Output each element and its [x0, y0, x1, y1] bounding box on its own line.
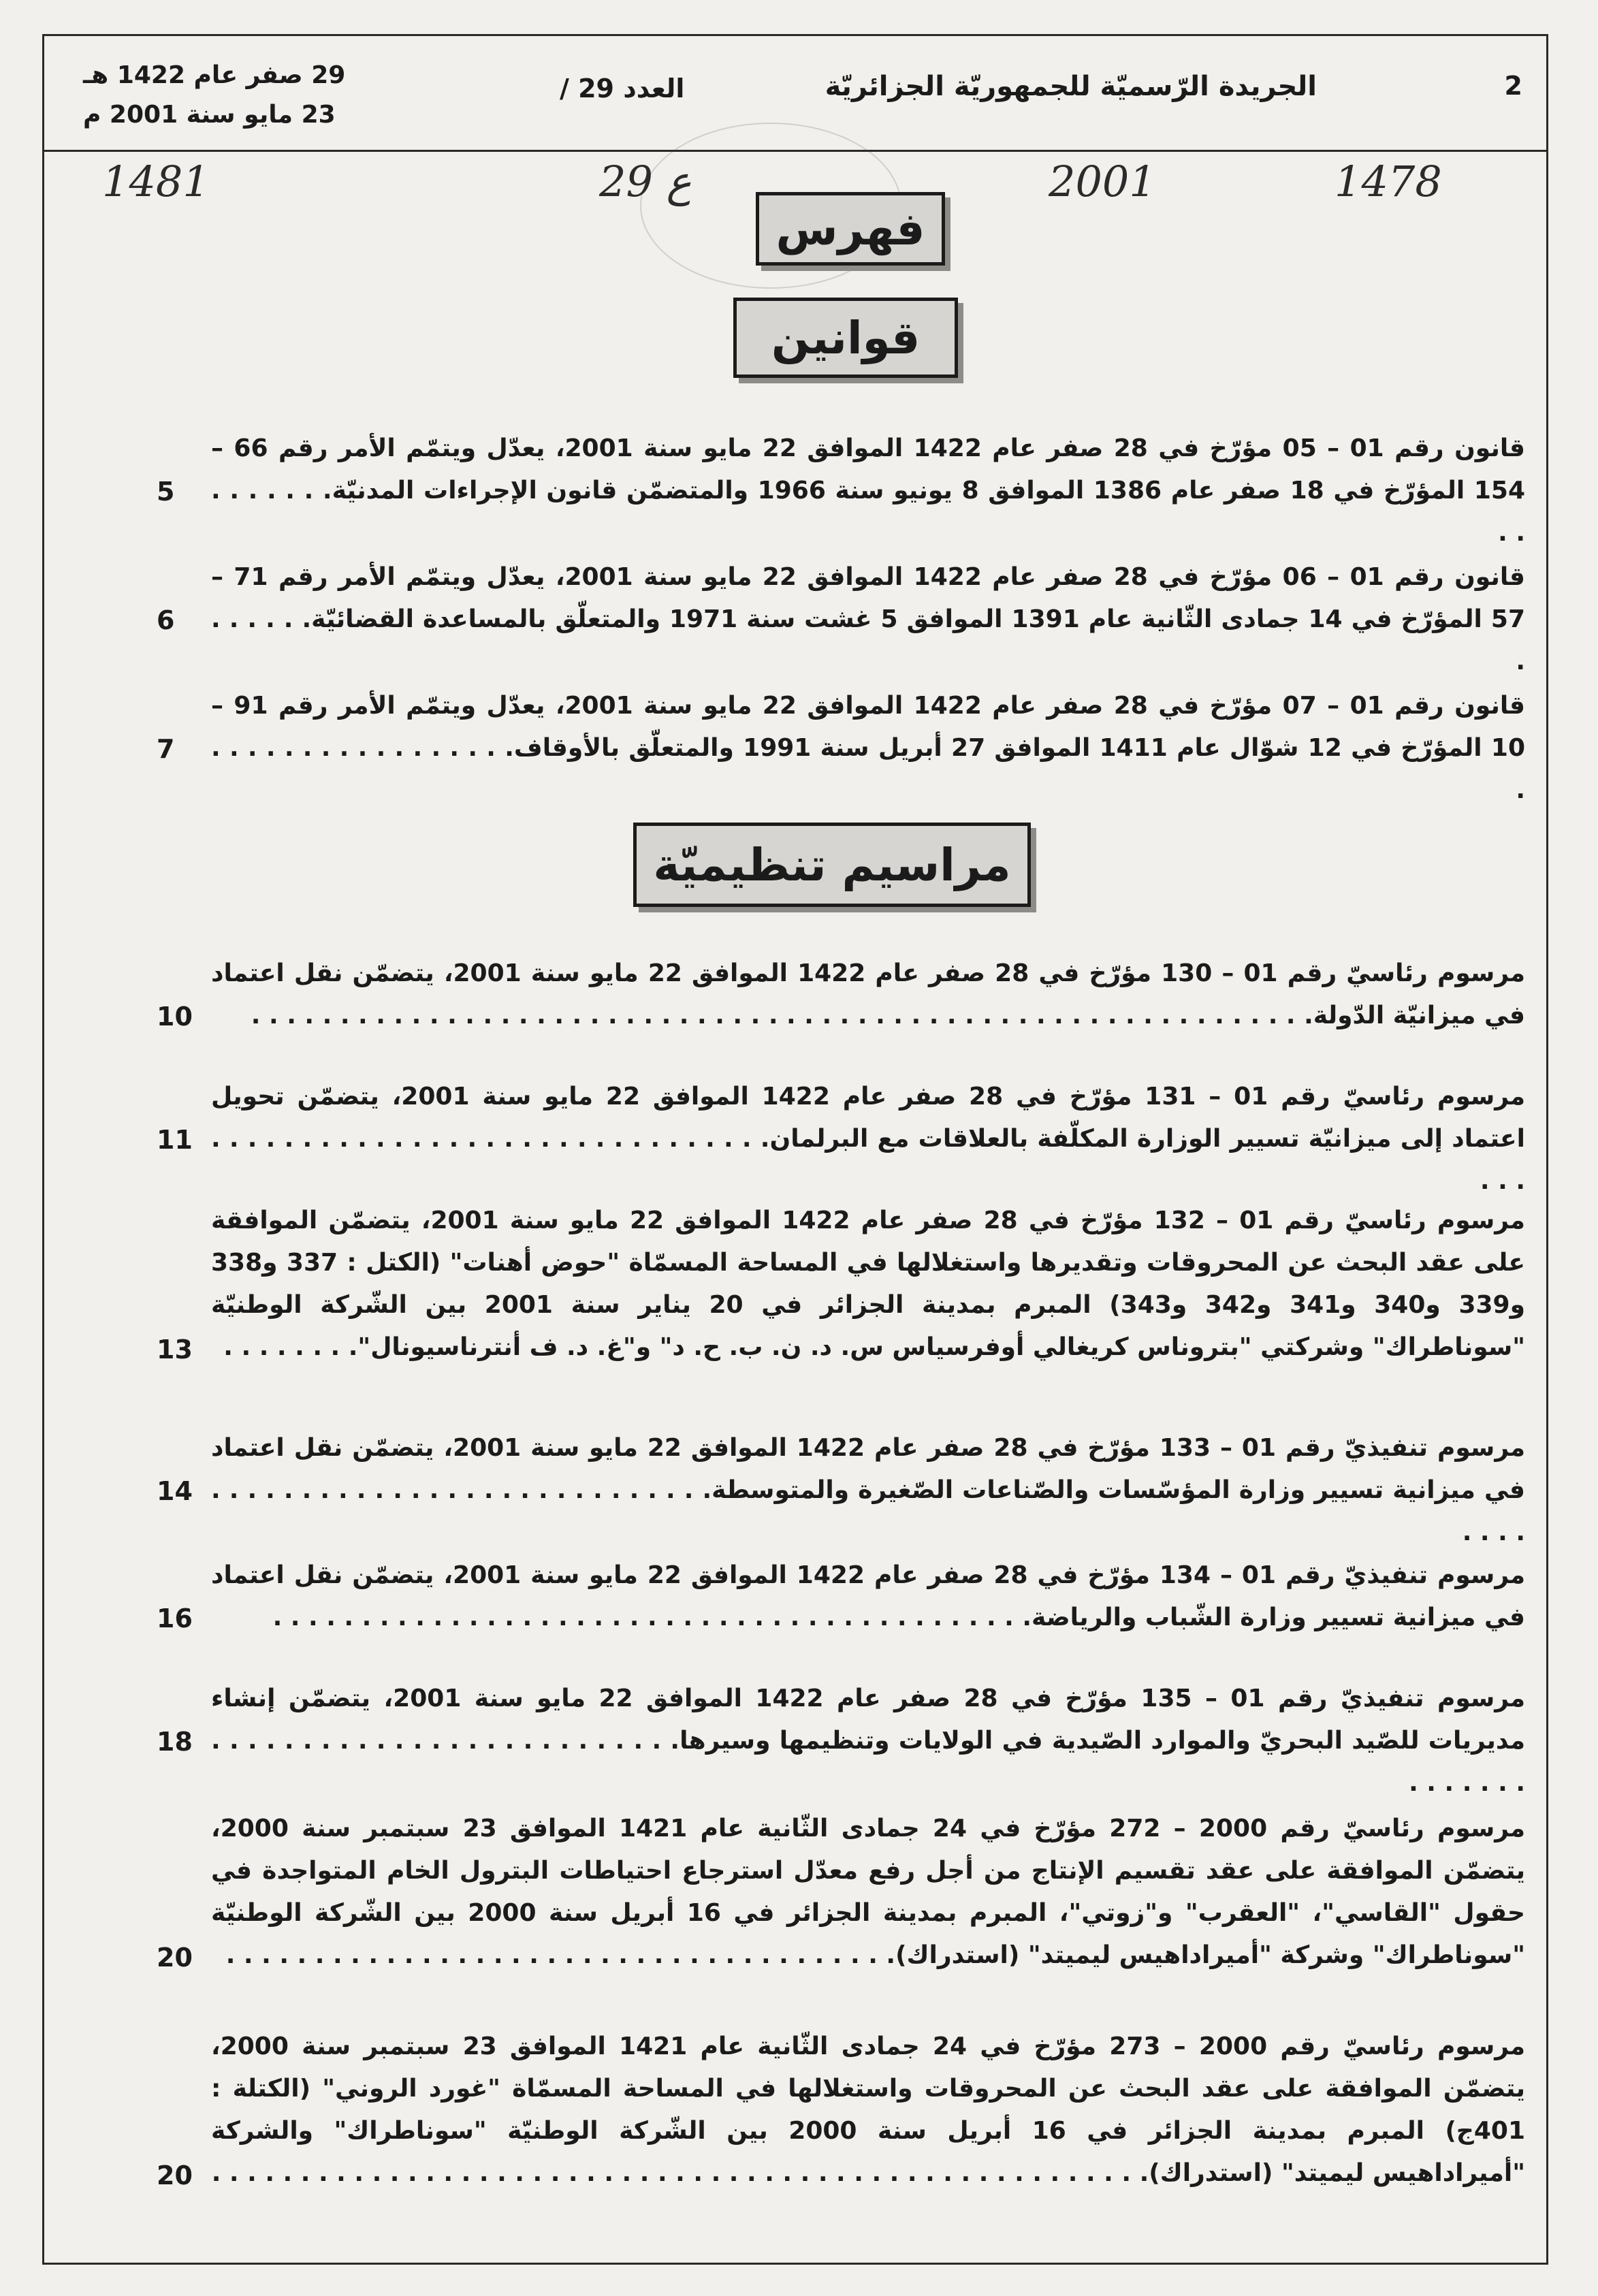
laws-heading: قوانين: [733, 298, 958, 378]
handwritten-note: 1478: [1335, 157, 1442, 206]
entry-text: قانون رقم 01 – 07 مؤرّخ في 28 صفر عام 1422 الموافق 22 مايو سنة 2001، يعدّل ويتمّم الأمر رقم 91 – 10 المؤرّخ في 12 شوّال عام 1411 الموافق 27 أبريل سنة 1991 والمتعلّق بالأوقاف. . . . . . . . . . . . . . . . . .: [211, 692, 1525, 804]
entry-text: مرسوم رئاسيّ رقم 2000 – 272 مؤرّخ في 24 جمادى الثّانية عام 1421 الموافق 23 سبتمبر سنة 2000، يتضمّن الموافقة على عقد تقسيم الإنتاج من أجل رفع معدّل استرجاع احتياطات البترول الخام المتواجدة في حقول "القاسي"، "العقرب" و"زوتي"، المبرم بمدينة الجزائر في 16 أبريل سنة 2000 بين الشّركة الوطنيّة "سوناطراك" وشركة "أميراداهيس ليميتد" (استدراك). . . . . . . . . . . . . . . . . . . . . . . . . . . . . . . . . . . . . .: [211, 1815, 1525, 1969]
entry-text: مرسوم تنفيذيّ رقم 01 – 133 مؤرّخ في 28 صفر عام 1422 الموافق 22 مايو سنة 2001، يتضمّن نقل اعتماد في ميزانية تسيير وزارة المؤسّسات والصّناعات الصّغيرة والمتوسطة. . . . . . . . . . . . . . . . . . . . . . . . . . . . . . . .: [211, 1434, 1526, 1546]
entry-text: مرسوم رئاسيّ رقم 01 – 130 مؤرّخ في 28 صفر عام 1422 الموافق 22 مايو سنة 2001، يتضمّن نقل اعتماد في ميزانيّة الدّولة. . . . . . . . . . . . . . . . . . . . . . . . . . . . . . . . . . . . . . . . . . . . . . . . . . . . . . . . . . . .: [211, 959, 1526, 1030]
entry-page-number: 14: [157, 1476, 193, 1506]
entry-text: مرسوم تنفيذيّ رقم 01 – 134 مؤرّخ في 28 صفر عام 1422 الموافق 22 مايو سنة 2001، يتضمّن نقل اعتماد في ميزانية تسيير وزارة الشّباب والرياضة. . . . . . . . . . . . . . . . . . . . . . . . . . . . . . . . . . . . . . . . . . .: [211, 1561, 1526, 1631]
entry-page-number: 7: [157, 734, 175, 764]
toc-entry[interactable]: [157, 1427, 1526, 1546]
entry-text: مرسوم رئاسيّ رقم 2000 – 273 مؤرّخ في 24 جمادى الثّانية عام 1421 الموافق 23 سبتمبر سنة 2000، يتضمّن الموافقة على عقد البحث عن المحروقات واستغلالها في المساحة المسمّاة "غورد الروني" (الكتلة : 401ج) المبرم بمدينة الجزائر في 16 أبريل سنة 2000 بين الشّركة الوطنيّة "سوناطراك" والشركة "أميراداهيس ليميتد" (استدراك). . . . . . . . . . . . . . . . . . . . . . . . . . . . . . . . . . . . . . . . . . . . . . . . . . . . .: [211, 2032, 1526, 2187]
toc-entry[interactable]: [157, 1554, 1525, 1643]
page-number: 2: [1504, 71, 1522, 101]
handwritten-note: 1481: [102, 157, 210, 206]
entry-page-number: 6: [157, 605, 175, 635]
toc-entry[interactable]: [157, 685, 1525, 804]
entry-page-number: 5: [157, 477, 175, 507]
entry-text: مرسوم تنفيذيّ رقم 01 – 135 مؤرّخ في 28 صفر عام 1422 الموافق 22 مايو سنة 2001، يتضمّن إنشاء مديريات للصّيد البحريّ والموارد الصّيدية في الولايات وتنظيمها وسيرها. . . . . . . . . . . . . . . . . . . . . . . . . . . . . . . . .: [211, 1685, 1525, 1797]
toc-entry[interactable]: [157, 1200, 1525, 1377]
hijri-date: 29 صفر عام 1422 هـ: [83, 61, 346, 89]
handwritten-note: 2001: [1049, 157, 1156, 206]
toc-entry[interactable]: [157, 556, 1525, 675]
toc-entry[interactable]: [157, 428, 1525, 547]
entry-page-number: 20: [157, 2161, 193, 2190]
entry-page-number: 16: [157, 1604, 193, 1633]
entry-page-number: 20: [157, 1943, 193, 1973]
entry-text: قانون رقم 01 – 06 مؤرّخ في 28 صفر عام 1422 الموافق 22 مايو سنة 2001، يعدّل ويتمّم الأمر رقم 71 – 57 المؤرّخ في 14 جمادى الثّانية عام 1391 الموافق 5 غشت سنة 1971 والمتعلّق بالمساعدة القضائيّة. . . . . . .: [211, 563, 1525, 675]
toc-entry[interactable]: [157, 953, 1525, 1041]
handwritten-note: 29 ع: [599, 157, 692, 206]
entry-page-number: 11: [157, 1125, 193, 1155]
index-heading: فهرس: [756, 192, 945, 266]
gregorian-date: 23 مايو سنة 2001 م: [83, 101, 336, 129]
entry-text: مرسوم رئاسيّ رقم 01 – 131 مؤرّخ في 28 صفر عام 1422 الموافق 22 مايو سنة 2001، يتضمّن تحويل اعتماد إلى ميزانيّة تسيير الوزارة المكلّفة بالعلاقات مع البرلمان. . . . . . . . . . . . . . . . . . . . . . . . . . . . . . . . . .: [211, 1083, 1525, 1195]
toc-entry[interactable]: [157, 1678, 1525, 1797]
regulatory-decrees-heading: مراسيم تنظيميّة: [633, 823, 1031, 907]
issue-number: العدد 29 /: [560, 74, 685, 103]
entry-text: مرسوم رئاسيّ رقم 01 – 132 مؤرّخ في 28 صفر عام 1422 الموافق 22 مايو سنة 2001، يتضمّن الموافقة على عقد البحث عن المحروقات وتقديرها واستغلالها في المساحة المسمّاة "حوض أهنات" (الكتل : 337 و338 و339 و340 و341 و342 و343) المبرم بمدينة الجزائر في 20 يناير سنة 2001 بين الشّركة الوطنيّة "سوناطراك" وشركتي "بتروناس كريغالي أوفرسياس س. د. ن. ب. ح. د" و"غ. د. ف أنترناسيونال". . . . . . . .: [211, 1207, 1526, 1361]
toc-entry[interactable]: [157, 2026, 1525, 2203]
gazette-title: الجريدة الرّسميّة للجمهوريّة الجزائريّة: [825, 71, 1317, 102]
toc-entry[interactable]: [157, 1808, 1525, 1985]
entry-text: قانون رقم 01 – 05 مؤرّخ في 28 صفر عام 1422 الموافق 22 مايو سنة 2001، يعدّل ويتمّم الأمر رقم 66 – 154 المؤرّخ في 18 صفر عام 1386 الموافق 8 يونيو سنة 1966 والمتضمّن قانون الإجراءات المدنيّة. . . . . . . . .: [211, 434, 1525, 547]
entry-page-number: 10: [157, 1002, 193, 1032]
header-date: [83, 56, 345, 135]
entry-page-number: 13: [157, 1335, 193, 1365]
toc-entry[interactable]: [157, 1076, 1525, 1195]
entry-page-number: 18: [157, 1727, 193, 1757]
